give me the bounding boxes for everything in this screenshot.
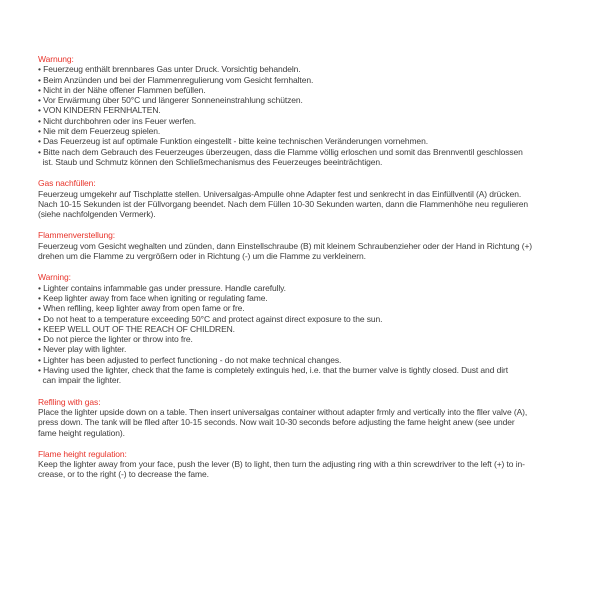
section-lines bbox=[38, 241, 594, 262]
text-line: ist. Staub und Schmutz können den Schließmechanismus des Feuerzeuges beeinträchtigen. bbox=[38, 156, 383, 167]
text-line: • Nie mit dem Feuerzeug spielen. bbox=[38, 126, 161, 137]
section-heading: Flammenverstellung: bbox=[38, 230, 115, 241]
text-line: • Das Feuerzeug ist auf optimale Funktion eingestellt - bitte keine technischen Veränderungen vornehmen. bbox=[38, 136, 428, 147]
text-line: Feuerzeug vom Gesicht weghalten und zünden, dann Einstellschraube (B) mit kleinem Schraubenzieher oder der Hand in Richtung (+) bbox=[38, 240, 533, 251]
instruction-section bbox=[38, 54, 594, 167]
instruction-section bbox=[38, 272, 594, 385]
text-line: drehen um die Flamme zu vergrößern oder in Richtung (-) um die Flamme zu verkleinern. bbox=[38, 251, 366, 262]
instruction-section bbox=[38, 397, 594, 438]
instruction-section bbox=[38, 230, 594, 261]
text-line: • Never play with lighter. bbox=[38, 344, 127, 355]
section-lines bbox=[38, 407, 594, 438]
text-line: (siehe nachfolgenden Vermerk). bbox=[38, 209, 156, 220]
text-line: press down. The tank will be flled after 10-15 seconds. Now wait 10-30 seconds before adjusting the fame height anew (see under bbox=[38, 417, 515, 428]
section-lines bbox=[38, 189, 594, 220]
text-line: • Keep lighter away from face when igniting or regulating fame. bbox=[38, 292, 268, 303]
section-lines bbox=[38, 283, 594, 386]
text-line: • Beim Anzünden und bei der Flammenregulierung vom Gesicht fernhalten. bbox=[38, 74, 314, 85]
text-line: Nach 10-15 Sekunden ist der Füllvorgang beendet. Nach dem Füllen 10-30 Sekunden warten, dann die Flammenhöhe neu regulieren bbox=[38, 198, 528, 209]
section-heading: Gas nachfüllen: bbox=[38, 178, 96, 189]
text-line: can impair the lighter. bbox=[38, 375, 122, 386]
section-heading: Reflling with gas: bbox=[38, 396, 101, 407]
text-line: Place the lighter upside down on a table. Then insert universalgas container without adapter frmly and vertically into the fller valve (A), bbox=[38, 406, 528, 417]
text-line: • VON KINDERN FERNHALTEN. bbox=[38, 105, 161, 116]
text-line: Keep the lighter away from your face, push the lever (B) to light, then turn the adjusting ring with a thin screwdriver to the left (+) to in- bbox=[38, 459, 525, 470]
section-lines bbox=[38, 64, 594, 167]
section-heading: Warning: bbox=[38, 272, 71, 283]
text-line: crease, or to the right (-) to decrease the fame. bbox=[38, 469, 209, 480]
section-lines bbox=[38, 459, 594, 480]
text-line: • Bitte nach dem Gebrauch des Feuerzeuges überzeugen, dass die Flamme völlig erloschen und somit das Brennventil geschlossen bbox=[38, 146, 523, 157]
instruction-section bbox=[38, 449, 594, 480]
text-line: • Do not heat to a temperature exceeding 50°C and protect against direct exposure to the sun. bbox=[38, 313, 383, 324]
text-line: • Lighter contains infammable gas under pressure. Handle carefully. bbox=[38, 282, 286, 293]
section-heading: Flame height regulation: bbox=[38, 448, 127, 459]
text-line: Feuerzeug umgekehr auf Tischplatte stellen. Universalgas-Ampulle ohne Adapter fest und senkrecht in das Einfüllventil (A) drücken. bbox=[38, 188, 522, 199]
text-line: • Nicht durchbohren oder ins Feuer werfen. bbox=[38, 115, 196, 126]
text-line: • Lighter has been adjusted to perfect functioning - do not make technical changes. bbox=[38, 354, 342, 365]
text-line: • Nicht in der Nähe offener Flammen befüllen. bbox=[38, 84, 206, 95]
text-line: fame height regulation). bbox=[38, 427, 125, 438]
text-line: • Do not pierce the lighter or throw into fre. bbox=[38, 334, 193, 345]
instructions-content bbox=[38, 54, 594, 491]
text-line: • When reflling, keep lighter away from open fame or fre. bbox=[38, 303, 245, 314]
text-line: • Feuerzeug enthält brennbares Gas unter Druck. Vorsichtig behandeln. bbox=[38, 64, 301, 75]
text-line: • Having used the lighter, check that the fame is completely extinguis hed, i.e. that the burner valve is tightly closed. Dust and dirt bbox=[38, 365, 508, 376]
instruction-section bbox=[38, 178, 594, 219]
text-line: • Vor Erwärmung über 50°C und längerer Sonneneinstrahlung schützen. bbox=[38, 95, 303, 106]
text-line: • KEEP WELL OUT OF THE REACH OF CHILDREN. bbox=[38, 323, 235, 334]
section-heading: Warnung: bbox=[38, 54, 74, 64]
